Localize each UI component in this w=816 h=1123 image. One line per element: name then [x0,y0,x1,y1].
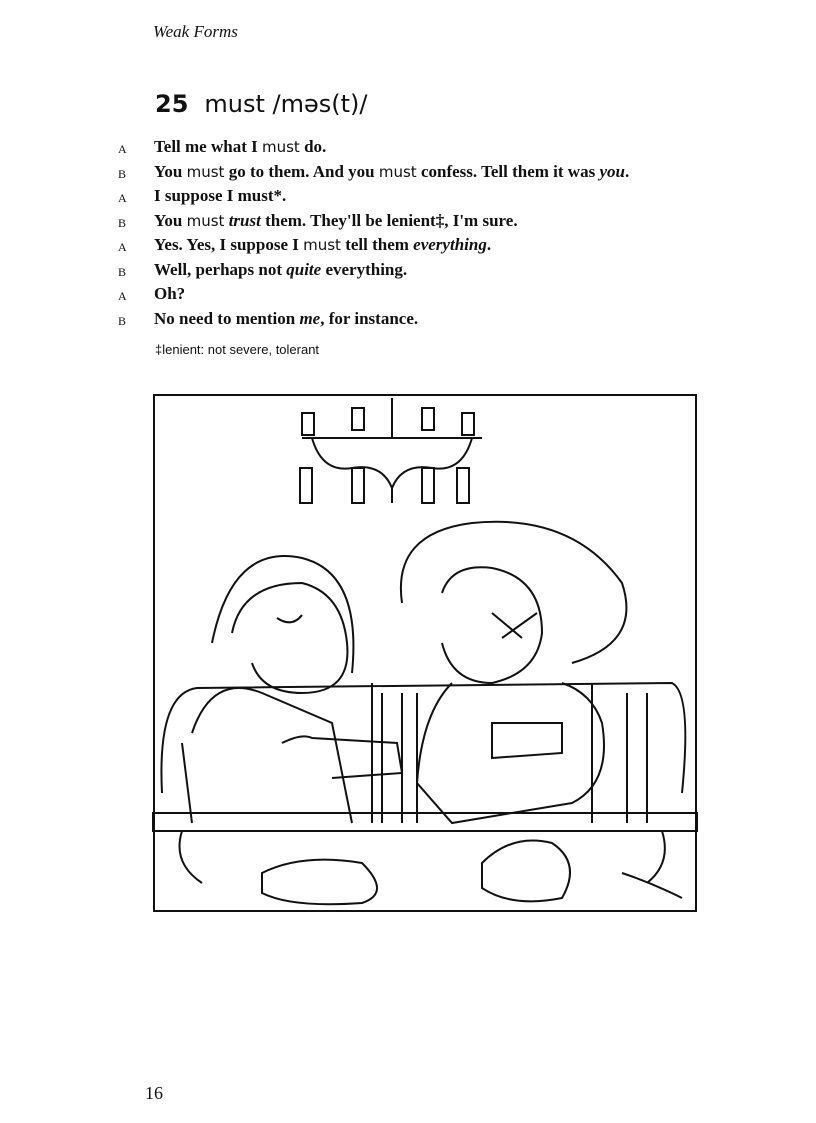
dialogue-text [154,234,491,259]
speaker-label: A [118,289,127,303]
lesson-title [155,90,368,118]
dialogue-segment: me [299,308,321,328]
dialogue-segment: must [186,211,225,230]
dialogue-text [154,136,326,161]
speaker-label: A [118,240,127,254]
dialogue-segment: No need to mention [154,308,300,328]
lesson-heading: must /məs(t)/ [204,90,368,118]
dialogue-segment: . [486,235,492,254]
dialogue-segment: You [154,161,187,181]
footnote: ‡lenient: not severe, tolerant [155,342,320,357]
dialogue [118,136,678,332]
dialogue-text [154,308,418,333]
dialogue-segment: Yes. Yes, I suppose I [154,235,304,254]
dialogue-line [118,210,678,235]
dialogue-segment: You [154,210,187,230]
dialogue-segment: you [599,161,625,181]
speaker-label: B [118,166,127,181]
dialogue-segment: I suppose I must*. [154,186,287,205]
sofa [161,683,685,823]
dialogue-segment: confess. Tell them it was [416,161,600,181]
dialogue-text [154,259,407,284]
dialogue-segment: must [186,162,225,181]
dialogue-segment: tell them [340,235,414,254]
speaker-label: B [118,215,127,230]
dialogue-segment: everything. [321,259,408,279]
speaker-label: A [118,142,127,156]
illustration-two-women-on-sofa [152,393,698,913]
dialogue-line [118,308,678,333]
woman-left [182,556,402,904]
running-head: Weak Forms [153,22,238,41]
dialogue-line [118,259,678,284]
dialogue-segment: must [378,162,417,181]
page-number: 16 [145,1083,163,1103]
dialogue-line [118,234,678,259]
dialogue-segment: Well, perhaps not [154,259,287,279]
coffee-table [152,813,698,883]
dialogue-segment: Tell me what I [154,137,262,156]
dialogue-text [154,161,629,186]
dialogue-segment: everything [413,235,487,254]
speaker-label: B [118,264,127,279]
dialogue-segment: quite [286,259,322,279]
dialogue-segment: trust [228,210,261,230]
dialogue-segment: , for instance. [320,308,419,328]
dialogue-segment: Oh? [154,284,186,303]
dialogue-line [118,136,678,161]
dialogue-segment: go to them. And you [224,161,379,181]
dialogue-segment: them. They'll be lenient‡, I'm sure. [260,210,518,230]
dialogue-segment: must [303,236,341,254]
dialogue-segment: do. [299,137,327,156]
dialogue-text [154,283,185,308]
dialogue-line [118,283,678,308]
dialogue-text [154,210,518,235]
lesson-number: 25 [155,90,189,118]
dialogue-segment: . [624,161,630,181]
dialogue-segment: must [262,138,300,156]
dialogue-line [118,185,678,210]
dialogue-text [154,185,286,210]
speaker-label: A [118,191,127,205]
speaker-label: B [118,313,127,328]
chandelier [300,398,482,503]
dialogue-line [118,161,678,186]
woman-right [401,522,682,902]
